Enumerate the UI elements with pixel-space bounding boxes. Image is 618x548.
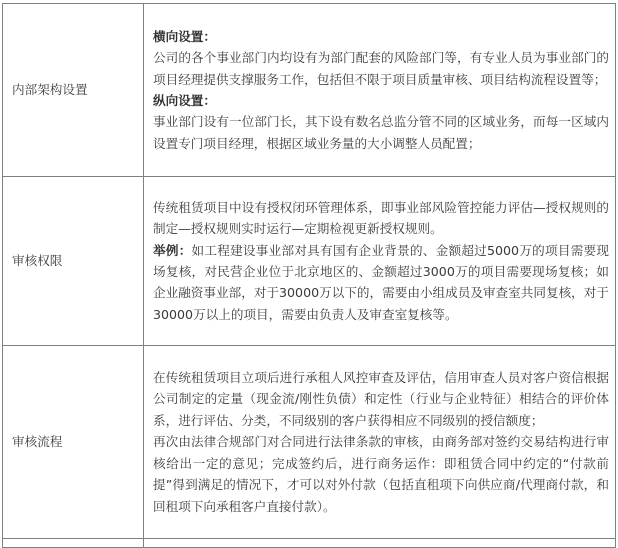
paragraph: 公司的各个事业部门内均设有为部门配套的风险部门等，有专业人员为事业部门的项目经理提供支撑服务工作，包括但不限于项目质量审核、项目结构流程设置等； (153, 50, 609, 87)
table-row (3, 4, 616, 177)
row-content-empty (144, 539, 616, 548)
paragraph: 在传统租赁项目立项后进行承租人风控审查及评估，信用审查人员对客户资信根据公司制定的定量（现金流/刚性负债）和定性（行业与企业特征）相结合的评价体系，进行评估、分类，不同级别的客户获得相应不同级别的授信额度； (153, 370, 609, 428)
example-text: 如工程建设事业部对具有国有企业背景的、金额超过5000万的项目需要现场复核，对民营企业位于北京地区的、金额超过3000万的项目需要现场复核；如企业融资事业部，对于30000万以下的，需要由小组成员及审查室共同复核，对于30000万以上的项目，需要由负责人及审查室复核等。 (153, 242, 609, 322)
row-content-approval-authority (144, 177, 616, 346)
example-paragraph (153, 240, 609, 326)
row-label-architecture: 内部架构设置 (3, 4, 144, 177)
row-label-approval-authority: 审核权限 (3, 177, 144, 346)
row-label-approval-process: 审核流程 (3, 346, 144, 539)
table-row (3, 177, 616, 346)
table-row-partial (3, 539, 616, 548)
row-content-approval-process (144, 346, 616, 539)
row-label-empty (3, 539, 144, 548)
section-heading-vertical: 纵向设置： (153, 93, 216, 108)
table-row (3, 346, 616, 539)
row-content-architecture (144, 4, 616, 177)
paragraph: 传统租赁项目中设有授权闭环管理体系，即事业部风险管控能力评估—授权规则的制定—授权规则实时运行—定期检视更新授权规则。 (153, 199, 609, 237)
info-table (2, 3, 616, 548)
paragraph: 再次由法律合规部门对合同进行法律条款的审核，由商务部对签约交易结构进行审核给出一定的意见；完成签约后，进行商务运作：即租赁合同中约定的“付款前提”得到满足的情况下，才可以对外付款（包括直租项下向供应商/代理商付款，和回租项下向承租客户直接付款）。 (153, 434, 609, 514)
section-heading-horizontal: 横向设置： (153, 28, 216, 44)
example-lead: 举例： (153, 242, 192, 258)
paragraph: 事业部门设有一位部门长，其下设有数名总监分管不同的区域业务，而每一区域内设置专门项目经理，根据区域业务量的大小调整人员配置； (153, 114, 609, 151)
